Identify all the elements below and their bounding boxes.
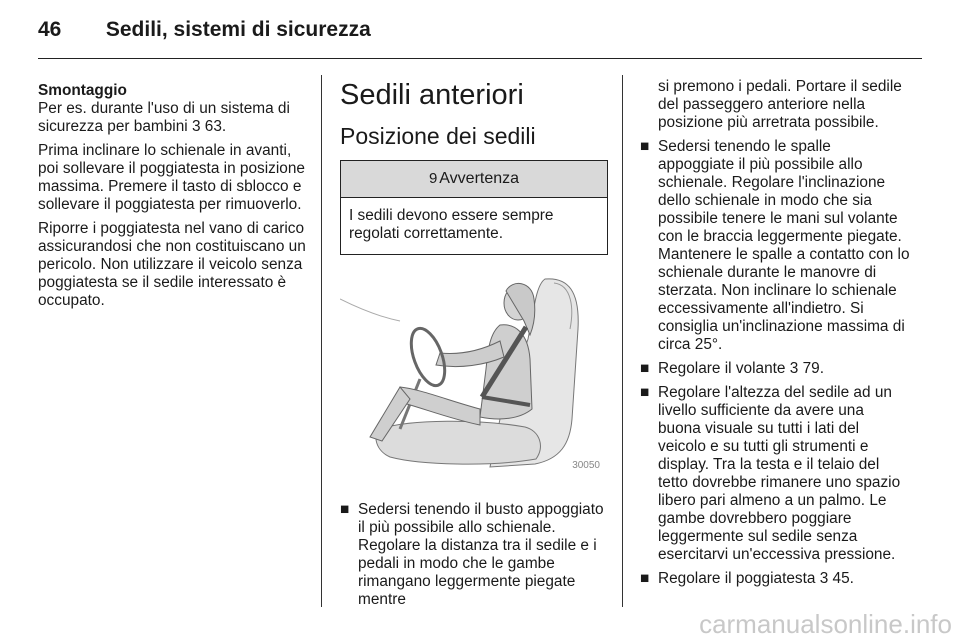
paragraph: Prima inclinare lo schienale in avanti, poi sollevare il poggiatesta in posizione massima. Premere il tasto di sblocco e sollevare il poggiatesta per rimuoverlo. <box>38 142 305 213</box>
warning-title: Avvertenza <box>439 170 520 187</box>
header-rule <box>38 58 922 59</box>
subsection-heading: Posizione dei sedili <box>340 123 536 149</box>
figure-id: 30050 <box>572 460 600 471</box>
list-item <box>640 138 910 354</box>
paragraph: Riporre i poggiatesta nel vano di carico assicurandosi che non costituiscano un pericolo. Non utilizzare il veicolo senza poggiatesta se il sedile interessato è occupato. <box>38 220 306 309</box>
column-1 <box>38 82 306 316</box>
bullet-mark: ■ <box>340 501 350 518</box>
list-item-text: Regolare l'altezza del sedile ad un livello sufficiente da avere una buona visuale su tutti i lati del veicolo e su tutti gli strumenti e display. Tra la testa e il telaio del tetto dovrebbe rimanere uno spazio libero pari almeno a un palmo. Le gambe dovrebbero poggiare leggermente sul sedile senza esercitarvi un'eccessiva pressione. <box>658 384 901 563</box>
list-item <box>640 570 910 588</box>
seat-position-illustration <box>340 269 602 477</box>
list-item-text: Sedersi tenendo il busto appoggiato il più possibile allo schienale. Regolare la distanza tra il sedile e i pedali in modo che le gambe rimangano leggermente piegate mentre <box>358 501 604 608</box>
column-3 <box>640 78 910 594</box>
page-header <box>38 18 371 42</box>
warning-icon: 9 <box>428 170 438 187</box>
continued-text: si premono i pedali. Portare il sedile del passeggero anteriore nella posizione più arretrata possibile. <box>658 78 902 131</box>
list-item <box>640 384 910 564</box>
list-item-text: Sedersi tenendo le spalle appoggiate il più possibile allo schienale. Regolare l'inclinazione dello schienale in modo che sia possibile tenere le mani sul volante con le braccia leggermente piegate. Mantenere le spalle a contatto con lo schienale durante le manovre di sterzata. Non inclinare lo schienale eccessivamente all'indietro. Si consiglia un'inclinazione massima di circa 25°. <box>658 138 910 353</box>
paragraph: Per es. durante l'uso di un sistema di sicurezza per bambini 3 63. <box>38 100 290 135</box>
section-title: Sedili, sistemi di sicurezza <box>105 18 371 41</box>
section-heading: Sedili anteriori <box>340 79 524 111</box>
watermark: carmanualsonline.info <box>699 609 952 639</box>
list-item <box>640 360 910 378</box>
warning-box <box>340 160 608 255</box>
column-divider-left <box>321 75 322 607</box>
bullet-mark: ■ <box>640 570 650 587</box>
page-number: 46 <box>38 18 62 41</box>
list-item <box>340 501 608 609</box>
bullet-mark: ■ <box>640 138 650 155</box>
list-item-text: Regolare il volante 3 79. <box>658 360 824 377</box>
driver-seat-drawing <box>340 269 602 477</box>
warning-text: I sedili devono essere sempre regolati correttamente. <box>349 207 554 242</box>
subheading-smontaggio: Smontaggio <box>38 82 127 99</box>
warning-header <box>341 161 607 198</box>
column-2 <box>340 78 608 615</box>
bullet-mark: ■ <box>640 360 650 377</box>
list-item-text: Regolare il poggiatesta 3 45. <box>658 570 854 587</box>
bullet-mark: ■ <box>640 384 650 401</box>
column-divider-right <box>622 75 623 607</box>
